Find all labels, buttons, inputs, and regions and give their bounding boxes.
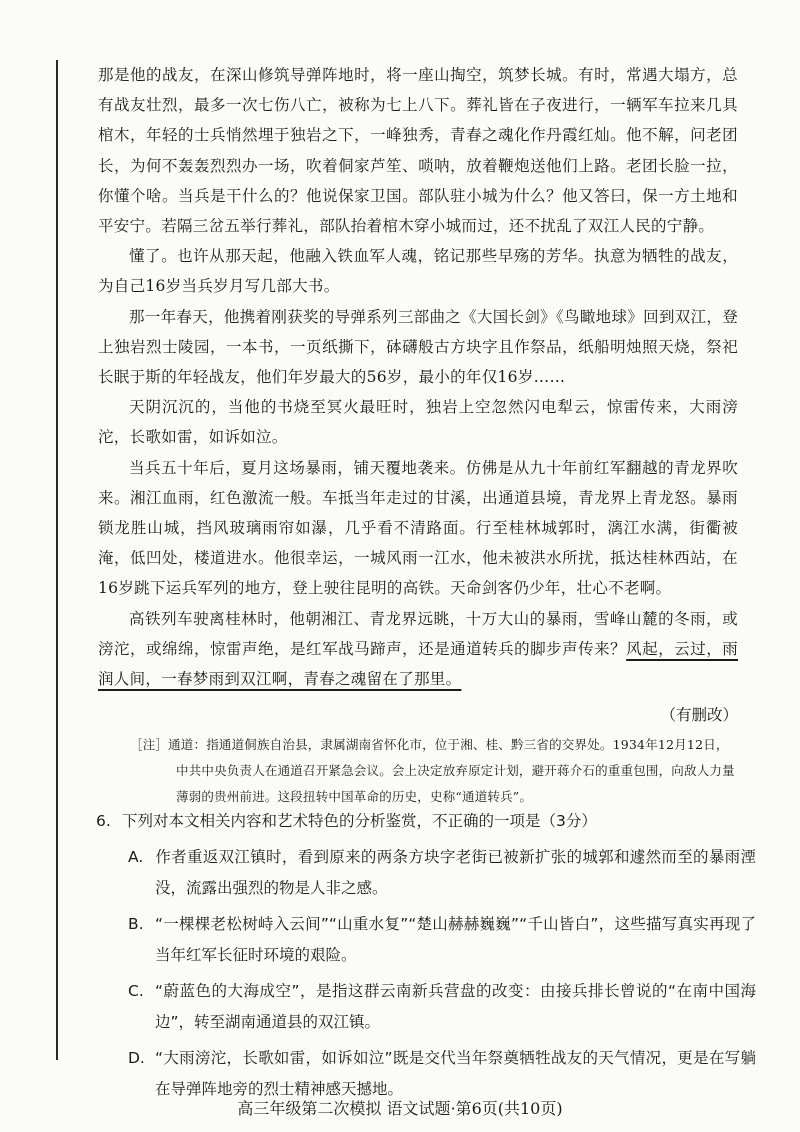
passage-paragraph: 当兵五十年后，夏月这场暴雨，铺天覆地袭来。仿佛是从九十年前红军翻越的青龙界吹来。湘江血雨，红色激流一般。车抵当年走过的甘溪，出通道县境，青龙界上青龙怒。暴雨锁龙胜山城，挡风玻璃雨帘如瀑，几乎看不清路面。行至桂林城郭时，漓江水满，街衢被淹，低凹处，楼道进水。他很幸运，一城风雨一江水，他未被洪水所扰，抵达桂林西站，在16岁跳下运兵军列的地方，登上驶往昆明的高铁。天命剑客仍少年，壮心不老啊。: [98, 458, 738, 598]
underlined-sentence: 风起，云过，雨润人间，一春梦雨到双江啊，青春之魂留在了那里。: [98, 639, 739, 689]
passage-paragraph: 那一年春天，他携着刚获奖的导弹系列三部曲之《大国长剑》《鸟瞰地球》回到双江，登上独岩烈士陵园，一本书，一页纸撕下，砵礴般古方块字且作祭品，纸船明烛照天烧，祭祀长眠于斯的年轻战友，他们年岁最大的56岁，最小的年仅16岁……: [98, 307, 738, 387]
source-note: （有删改）: [660, 706, 738, 725]
question-stem: [96, 806, 756, 836]
option-text: “大雨滂沱，长歌如雷，如诉如泣”既是交代当年祭奠牺牲战友的天气情况，更是在写躺在导弹阵地旁的烈士精神感天撼地。: [155, 1049, 756, 1098]
option-d[interactable]: [128, 1043, 756, 1104]
passage-paragraph: 那是他的战友，在深山修筑导弹阵地时，将一座山掏空，筑梦长城。有时，常遇大塌方，总有战友壮烈，最多一次七伤八亡，被称为七上八下。葬礼皆在子夜进行，一辆军车拉来几具棺木，年轻的士兵悄然埋于独岩之下，一峰独秀，青春之魂化作丹霞红灿。他不解，问老团长，为何不轰轰烈烈办一场，吹着侗家芦笙、唢呐，放着鞭炮送他们上路。老团长脸一拉，你懂个啥。当兵是干什么的？他说保家卫国。部队驻小城为什么？他又答曰，保一方土地和平安宁。若隔三岔五举行葬礼，部队抬着棺木穿小城而过，还不扰乱了双江人民的宁静。: [98, 66, 738, 236]
option-text: “蔚蓝色的大海成空”，是指这群云南新兵营盘的改变：由接兵排长曾说的“在南中国海边”，转至湖南通道县的双江镇。: [155, 982, 756, 1031]
option-letter: C.: [128, 982, 144, 1000]
passage-paragraph: 懂了。也许从那天起，他融入铁血军人魂，铭记那些早殇的芳华。执意为牺牲的战友，为自己16岁当兵岁月写几部大书。: [98, 247, 738, 296]
question-number: 6.: [96, 812, 111, 830]
option-a[interactable]: [128, 842, 756, 903]
option-letter: A.: [128, 848, 144, 866]
page-footer: 高三年级第二次模拟 语文试题·第6页(共10页): [237, 1099, 563, 1118]
passage-last-paragraph: [98, 604, 738, 695]
passage-paragraph: 天阴沉沉的，当他的书烧至冥火最旺时，独岩上空忽然闪电犁云，惊雷传来，大雨滂沱，长歌如雷，如诉如泣。: [98, 398, 738, 447]
margin-line: [56, 60, 58, 1060]
reading-passage: [98, 60, 738, 810]
option-c[interactable]: [128, 976, 756, 1037]
question-6: [96, 806, 756, 1104]
option-text: 作者重返双江镇时，看到原来的两条方块字老街已被新扩张的城郭和遽然而至的暴雨湮没，流露出强烈的物是人非之感。: [155, 848, 756, 897]
annotation-note: ［注］通道：指通道侗族自治县，隶属湖南省怀化市，位于湘、桂、黔三省的交界处。1934年12月12日，中共中央负责人在通道召开紧急会议。会上决定放弃原定计划，避开蒋介石的重重包围，向敌人力量薄弱的贵州前进。这段扭转中国革命的历史，史称“通道转兵”。: [130, 737, 735, 805]
option-letter: D.: [128, 1049, 145, 1067]
option-letter: B.: [128, 915, 144, 933]
last-paragraph-text: 高铁列车驶离桂林时，他朝湘江、青龙界远眺，十万大山的暴雨，雪峰山麓的冬雨，或滂沱，或绵绵，惊雷声绝，是红军战马蹄声，还是通道转兵的脚步声传来？: [98, 609, 738, 658]
option-text: “一棵棵老松树峙入云间”“山重水复”“楚山赫赫巍巍”“千山皆白”，这些描写真实再现了当年红军长征时环境的艰险。: [155, 915, 756, 964]
option-b[interactable]: [128, 909, 756, 970]
question-text: 下列对本文相关内容和艺术特色的分析鉴赏，不正确的一项是（3分）: [122, 812, 597, 830]
